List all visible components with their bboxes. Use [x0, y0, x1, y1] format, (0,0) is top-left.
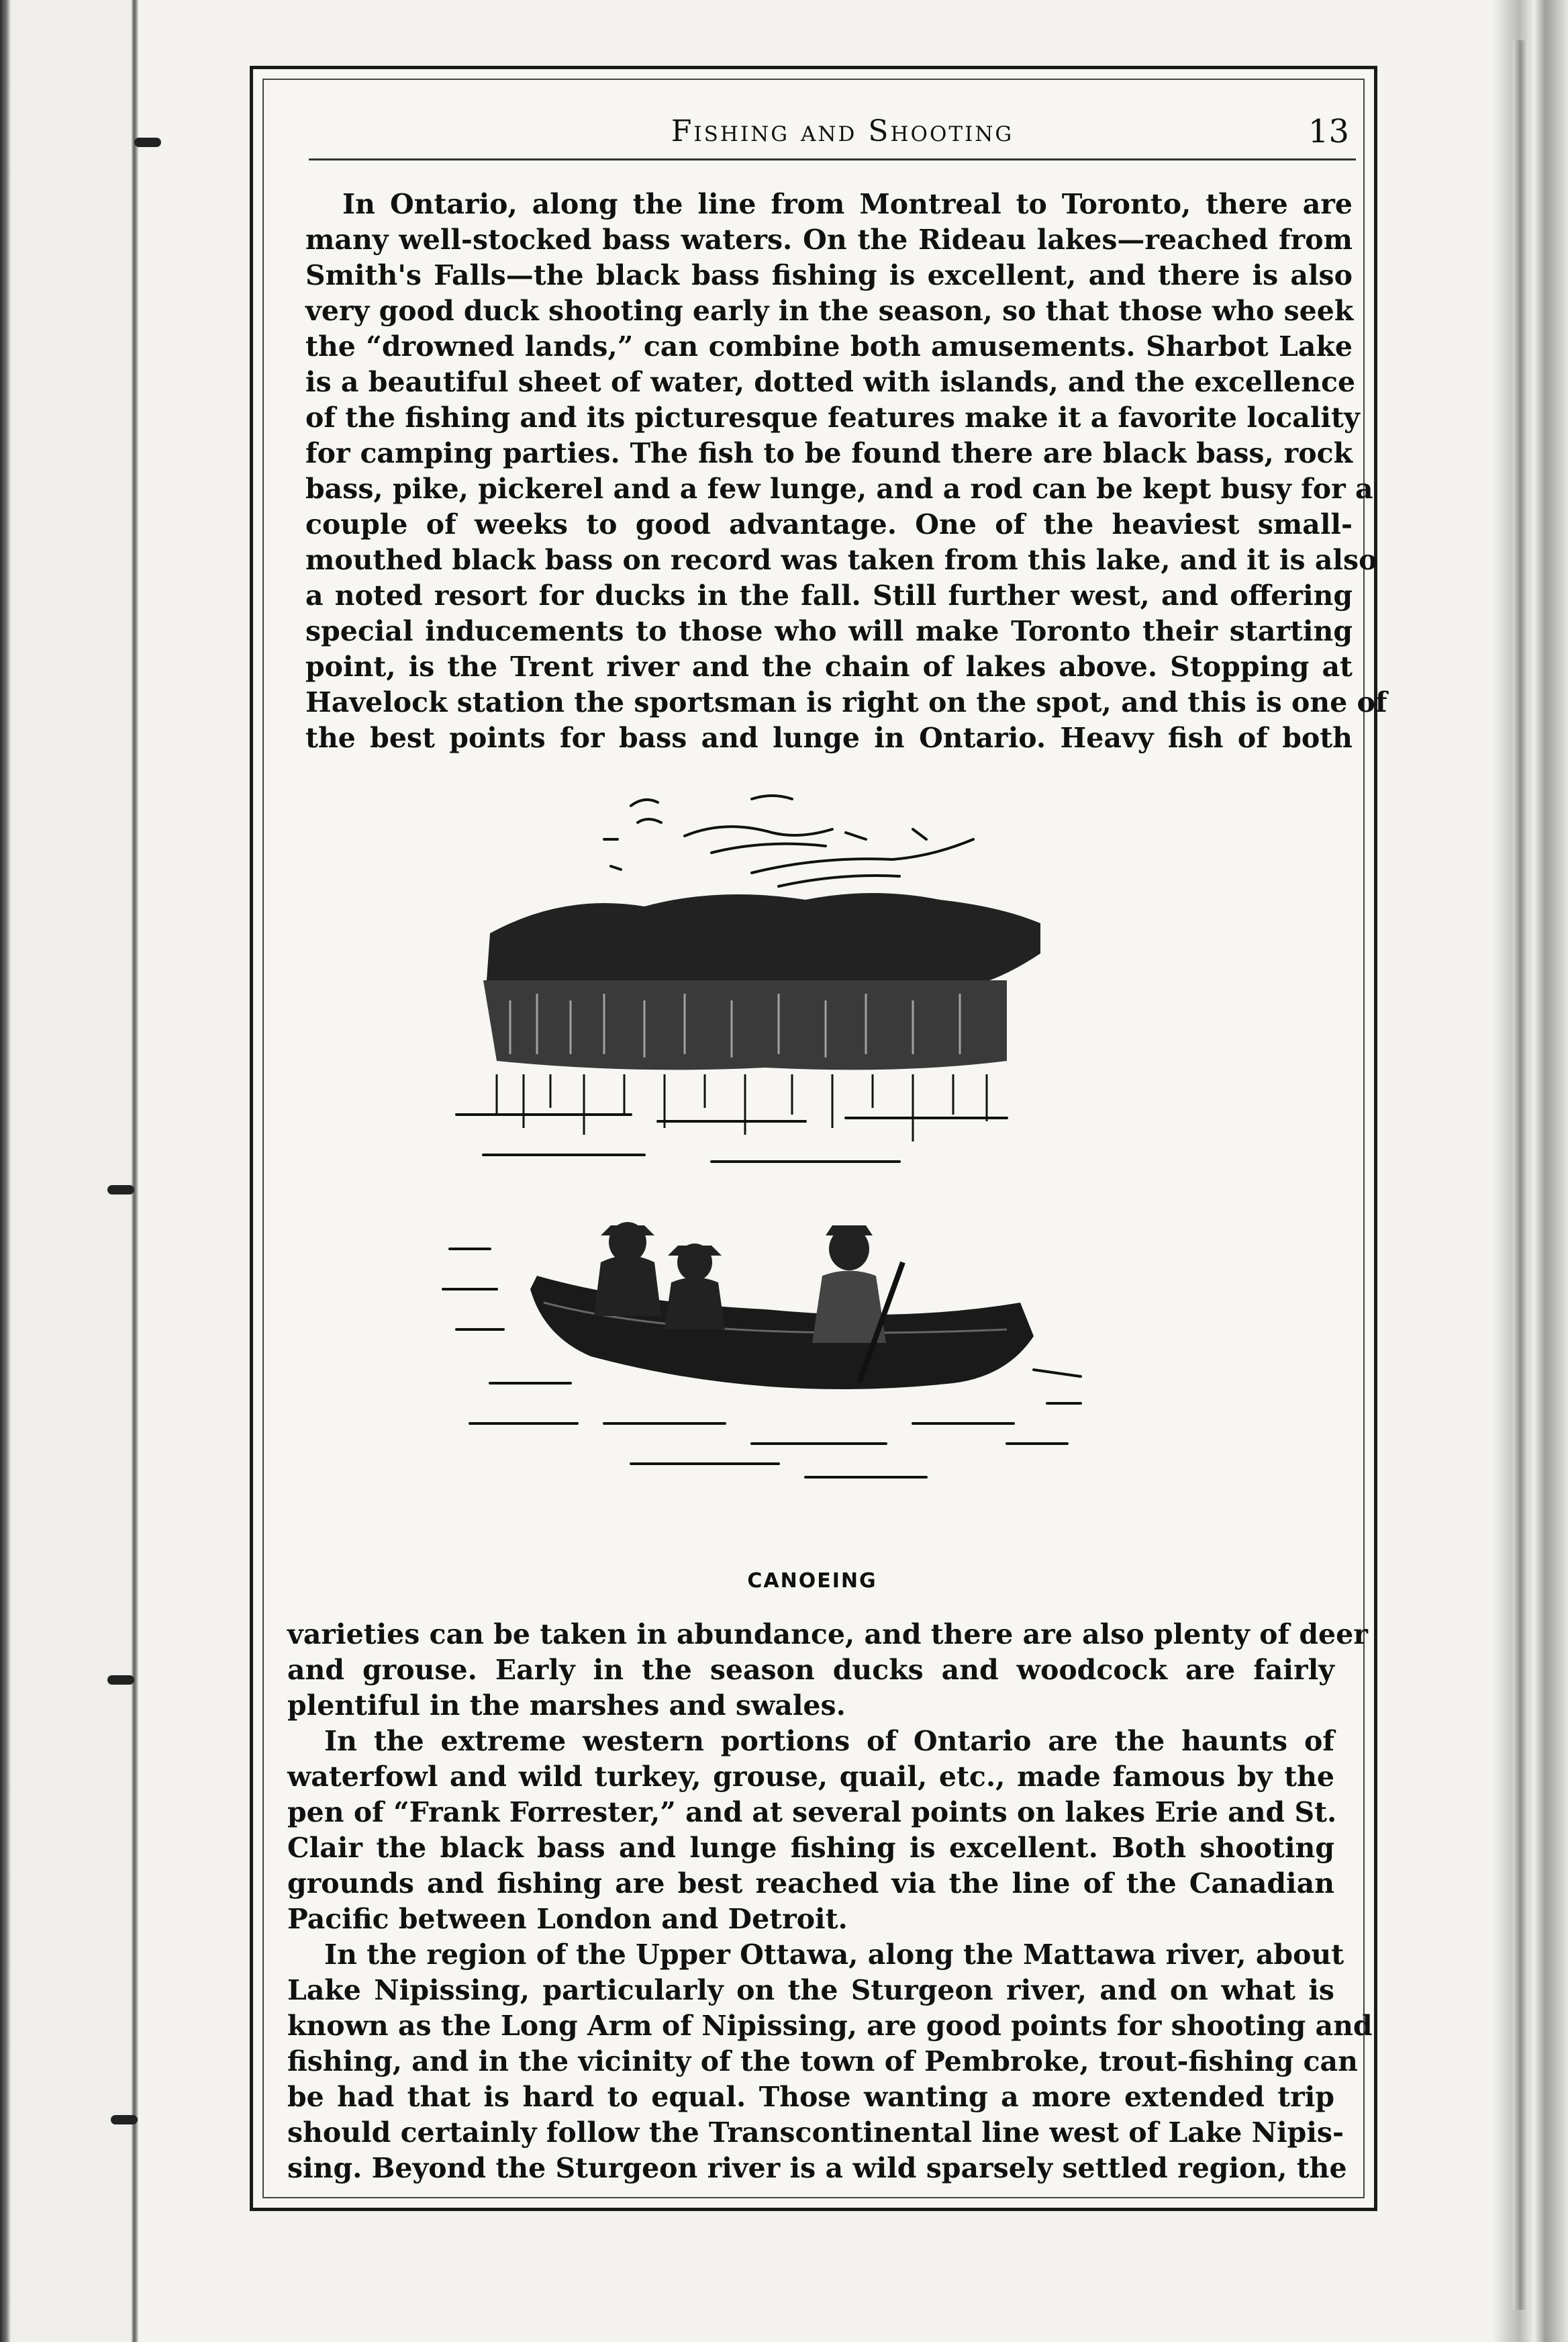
text-line: fishing, and in the vicinity of the town of Pembroke, trout-fishing can [287, 2045, 1358, 2077]
text-line: the “drowned lands,” can combine both amusements. Sharbot Lake [305, 330, 1353, 363]
body-text-top [305, 187, 1387, 756]
text-line: Lake Nipissing, particularly on the Sturgeon river, and on what is [287, 1974, 1334, 2006]
text-line: the best points for bass and lunge in Ontario. Heavy fish of both [305, 722, 1353, 754]
text-line: mouthed black bass on record was taken from this lake, and it is also [305, 544, 1377, 576]
text-line: sing. Beyond the Sturgeon river is a wild sparsely settled region, the [287, 2152, 1347, 2184]
text-line: Havelock station the sportsman is right on the spot, and this is one of [305, 686, 1387, 718]
left-page-leaf [11, 0, 132, 2342]
text-line: In Ontario, along the line from Montreal to Toronto, there are [342, 188, 1353, 220]
text-line: Pacific between London and Detroit. [287, 1903, 848, 1935]
header-rule [309, 158, 1356, 160]
text-line: bass, pike, pickerel and a few lunge, and a rod can be kept busy for a [305, 473, 1373, 505]
text-line: In the region of the Upper Ottawa, along the Mattawa river, about [324, 1938, 1344, 1971]
text-line: and grouse. Early in the season ducks and woodcock are fairly [287, 1654, 1334, 1686]
text-line: pen of “Frank Forrester,” and at several points on lakes Erie and St. [287, 1796, 1337, 1828]
text-line: is a beautiful sheet of water, dotted with islands, and the excellence [305, 366, 1356, 398]
text-line: varieties can be taken in abundance, and there are also plenty of deer [287, 1618, 1368, 1650]
text-line: special inducements to those who will make Toronto their starting [305, 615, 1353, 647]
running-head: Fishing and Shooting [671, 114, 1014, 148]
text-line: known as the Long Arm of Nipissing, are good points for shooting and [287, 2010, 1373, 2042]
binding-thread [111, 2115, 138, 2124]
page-edges [1493, 0, 1568, 2342]
text-line: many well-stocked bass waters. On the Rideau lakes—reached from [305, 224, 1353, 256]
text-line: Smith's Falls—the black bass fishing is excellent, and there is also [305, 259, 1353, 291]
page-edges-inner [1513, 40, 1528, 2310]
text-line: couple of weeks to good advantage. One of the heaviest small- [305, 508, 1353, 541]
binding-edge [0, 0, 11, 2342]
body-text-bottom [287, 1617, 1373, 2186]
binding-thread [107, 1185, 134, 1195]
text-line: of the fishing and its picturesque features make it a favorite locality [305, 402, 1360, 434]
text-line: waterfowl and wild turkey, grouse, quail, etc., made famous by the [287, 1761, 1334, 1793]
text-line: plentiful in the marshes and swales. [287, 1689, 846, 1722]
binding-thread [134, 138, 161, 147]
text-line: Clair the black bass and lunge fishing is excellent. Both shooting [287, 1832, 1334, 1864]
canoeing-illustration [430, 779, 1168, 1531]
page-number: 13 [1308, 113, 1349, 150]
text-line: grounds and fishing are best reached via the line of the Canadian [287, 1867, 1334, 1900]
illustration-caption: CANOEING [747, 1569, 877, 1593]
text-line: a noted resort for ducks in the fall. Still further west, and offering [305, 579, 1353, 612]
text-line: very good duck shooting early in the season, so that those who seek [305, 295, 1354, 327]
text-line: should certainly follow the Transcontinental line west of Lake Nipis- [287, 2116, 1344, 2149]
text-line: for camping parties. The fish to be found there are black bass, rock [305, 437, 1353, 469]
spine-gutter [132, 0, 138, 2342]
text-line: point, is the Trent river and the chain of lakes above. Stopping at [305, 651, 1353, 683]
text-line: be had that is hard to equal. Those wanting a more extended trip [287, 2081, 1334, 2113]
binding-thread [107, 1675, 134, 1685]
text-line: In the extreme western portions of Ontario are the haunts of [324, 1725, 1334, 1757]
page-header [268, 107, 1356, 161]
